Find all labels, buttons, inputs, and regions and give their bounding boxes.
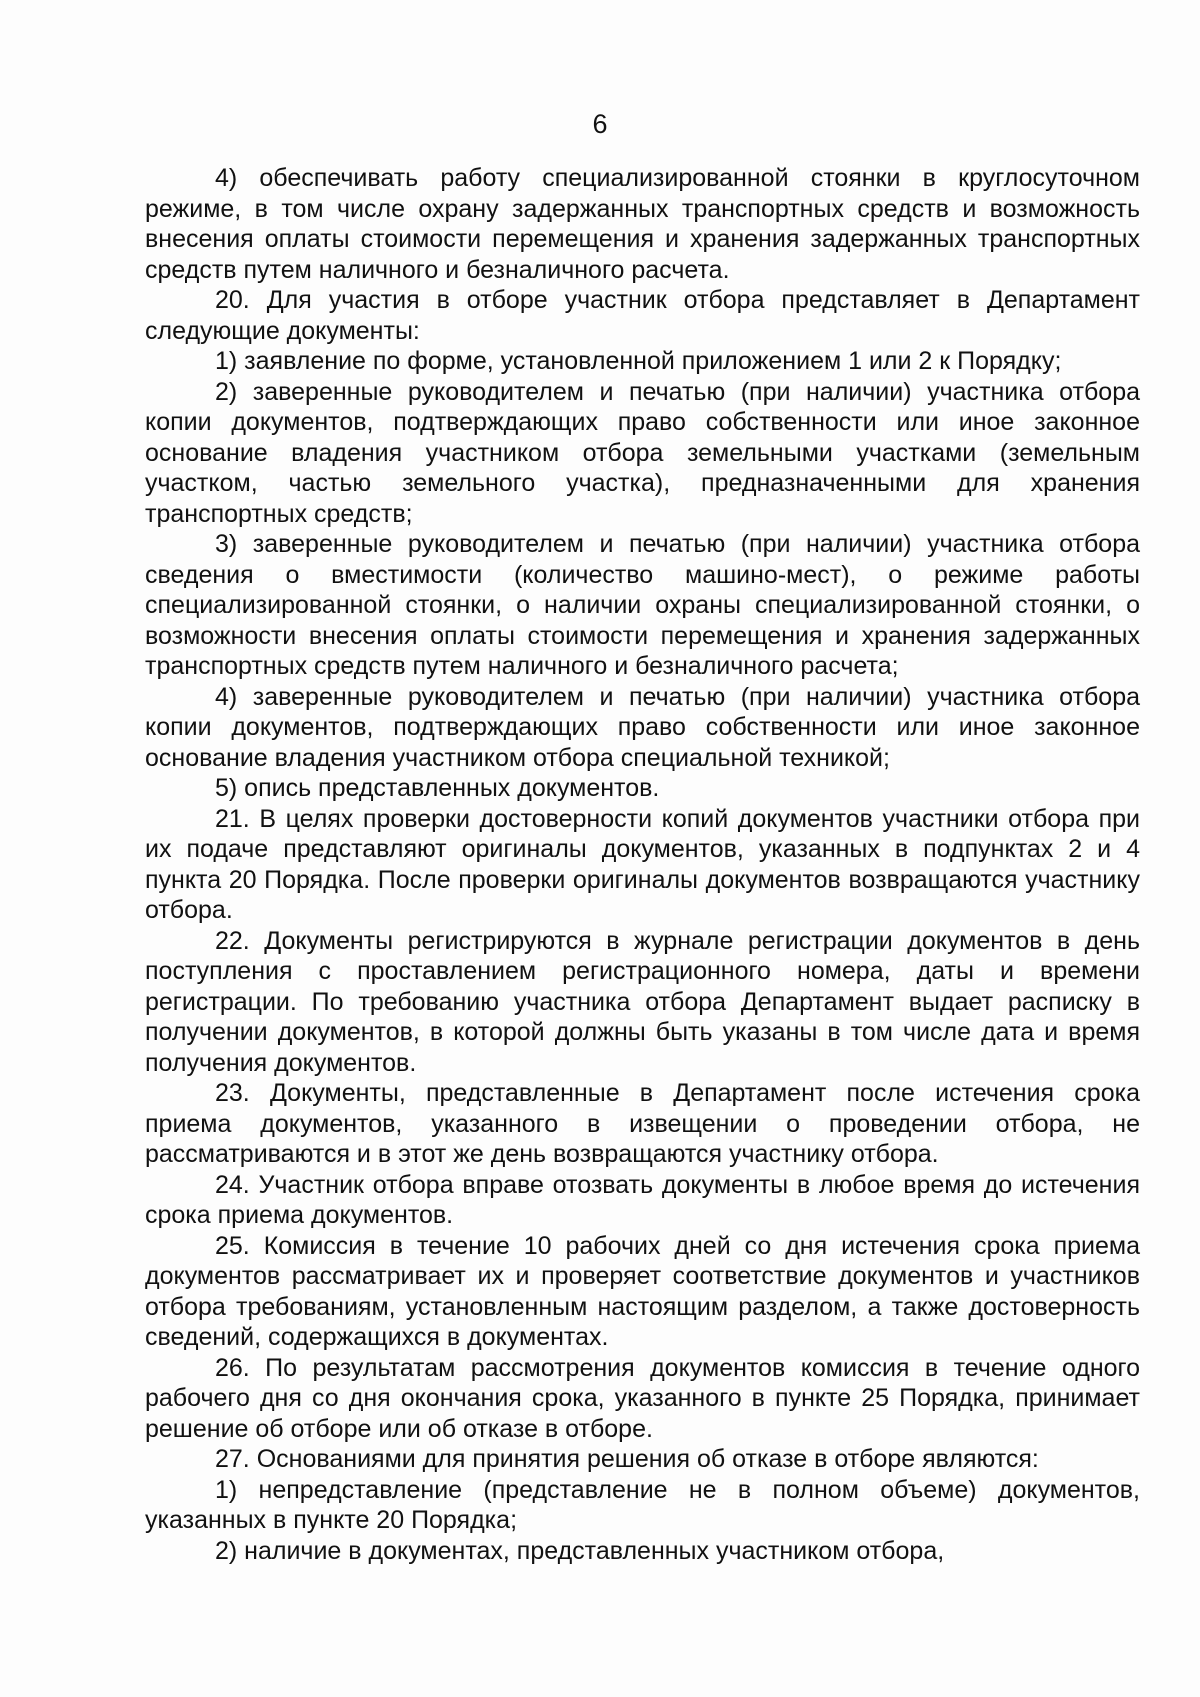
paragraph-clause-20-item-1: 1) заявление по форме, установленной приложением 1 или 2 к Порядку; bbox=[215, 347, 1062, 375]
paragraph-clause-27-item-1: 1) непредставление (представление не в полном объеме) документов, указанных в пункте 20 Порядка; bbox=[145, 1475, 1140, 1534]
paragraph-clause-20: 20. Для участия в отборе участник отбора представляет в Департамент следующие документы: bbox=[145, 286, 1140, 345]
paragraph-clause-20-item-4: 4) заверенные руководителем и печатью (при наличии) участника отбора копии документов, подтверждающих право собственности или иное законное основание владения участником отбора специальной техникой; bbox=[145, 682, 1140, 772]
paragraph-clause-20-item-2: 2) заверенные руководителем и печатью (при наличии) участника отбора копии документов, подтверждающих право собственности или иное законное основание владения участником отбора земельными участками (земельным участком, частью земельного участка), предназначенными для хранения транспортных средств; bbox=[145, 377, 1140, 528]
paragraph-clause-21: 21. В целях проверки достоверности копий документов участники отбора при их подаче представляют оригиналы документов, указанных в подпунктах 2 и 4 пункта 20 Порядка. После проверки оригиналы документов возвращаются участнику отбора. bbox=[145, 804, 1140, 924]
paragraph-clause-26: 26. По результатам рассмотрения документов комиссия в течение одного рабочего дня со дня окончания срока, указанного в пункте 25 Порядка, принимает решение об отборе или об отказе в отборе. bbox=[145, 1353, 1140, 1443]
paragraph-clause-23: 23. Документы, представленные в Департамент после истечения срока приема документов, указанного в извещении о проведении отбора, не рассматриваются и в этот же день возвращаются участнику отбора. bbox=[145, 1079, 1140, 1168]
page-number: 6 bbox=[592, 109, 608, 139]
paragraph-clause-27: 27. Основаниями для принятия решения об отказе в отборе являются: bbox=[215, 1445, 1039, 1473]
document-body bbox=[145, 163, 1140, 1566]
paragraph-clause-20-item-3: 3) заверенные руководителем и печатью (при наличии) участника отбора сведения о вместимости (количество машино-мест), о режиме работы специализированной стоянки, о наличии охраны специализированной стоянки, о возможности внесения оплаты стоимости перемещения и хранения задержанных транспортных средств путем наличного и безналичного расчета; bbox=[145, 530, 1140, 680]
paragraph-clause-24: 24. Участник отбора вправе отозвать документы в любое время до истечения срока приема документов. bbox=[145, 1170, 1140, 1229]
paragraph-clause-20-item-5: 5) опись представленных документов. bbox=[215, 774, 660, 802]
paragraph-clause-27-item-2: 2) наличие в документах, представленных участником отбора, bbox=[215, 1536, 945, 1565]
paragraph-item-4-obligation: 4) обеспечивать работу специализированной стоянки в круглосуточном режиме, в том числе охрану задержанных транспортных средств и возможность внесения оплаты стоимости перемещения и хранения задержанных транспортных средств путем наличного и безналичного расчета. bbox=[145, 164, 1140, 284]
paragraph-clause-25: 25. Комиссия в течение 10 рабочих дней со дня истечения срока приема документов рассматривает их и проверяет соответствие документов и участников отбора требованиям, установленным настоящим разделом, а также достоверность сведений, содержащихся в документах. bbox=[145, 1231, 1140, 1351]
paragraph-clause-22: 22. Документы регистрируются в журнале регистрации документов в день поступления с проставлением регистрационного номера, даты и времени регистрации. По требованию участника отбора Департамент выдает расписку в получении документов, в которой должны быть указаны в том числе дата и время получения документов. bbox=[145, 926, 1140, 1077]
